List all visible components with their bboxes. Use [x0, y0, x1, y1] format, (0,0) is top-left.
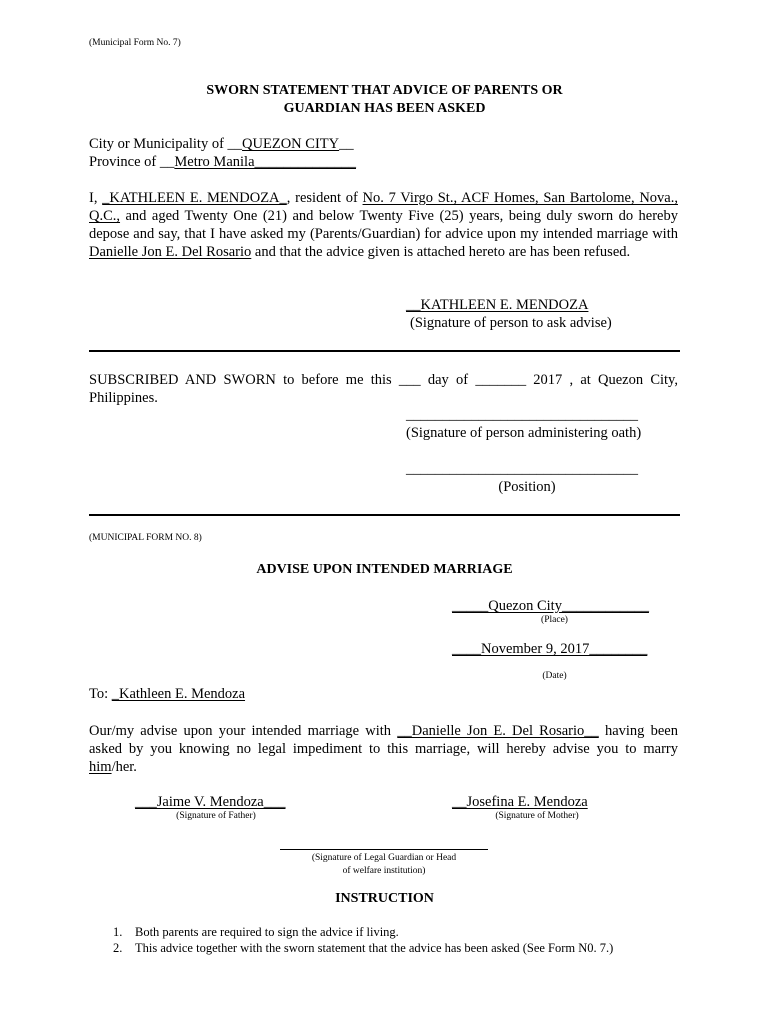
form7-title	[89, 82, 680, 118]
oath-statement: SUBSCRIBED AND SWORN to before me this ___ day of _______ 2017 , at Quezon City, Philippines.	[89, 372, 678, 406]
form-divider	[89, 514, 680, 516]
position-caption: (Position)	[498, 479, 556, 495]
date-caption: (Date)	[542, 671, 567, 681]
declarant-address: No. 7 Virgo St., ACF Homes, San Bartolome, Nova., Q.C.,	[89, 190, 678, 224]
province-value: Metro Manila	[174, 154, 255, 170]
province-label: Province of	[89, 154, 160, 170]
father-signature-caption: (Signature of Father)	[176, 811, 256, 821]
place-caption: (Place)	[541, 615, 568, 625]
admin-signature-caption: (Signature of person administering oath)	[406, 425, 642, 441]
guardian-signature-caption: (Signature of Legal Guardian or Head of welfare institution)	[311, 853, 457, 876]
province-field: Province of __Metro Manila______________	[89, 154, 357, 170]
addressee	[89, 685, 245, 703]
mother-signature: __Josefina E. Mendoza	[452, 794, 588, 810]
instruction-title: INSTRUCTION	[335, 891, 434, 906]
form7-title-line2: GUARDIAN HAS BEEN ASKED	[283, 101, 486, 116]
partner-name: Danielle Jon E. Del Rosario	[89, 244, 252, 260]
sworn-statement-body: I, _KATHLEEN E. MENDOZA_, resident of No. 7 Virgo St., ACF Homes, San Bartolome, Nova., Q.C., and aged Twenty One (21) and below Twenty Five (25) years, being duly sworn do hereby depose and say, that I have asked my (Parents/Guardian) for advice upon my intended marriage with Danielle Jon E. Del Rosario and that the advice given is attached hereto are has been refused.	[89, 190, 678, 260]
guardian-signature-line	[280, 849, 488, 850]
father-signature: ___Jaime V. Mendoza___	[135, 794, 286, 810]
date-value: ____November 9, 2017________	[452, 641, 648, 657]
form8-label: (MUNICIPAL FORM NO. 8)	[89, 533, 202, 543]
place-value: _____Quezon City____________	[452, 598, 649, 614]
section-divider	[89, 350, 680, 352]
declarant-signature: __KATHLEEN E. MENDOZA	[406, 297, 589, 313]
declarant-signature-caption: (Signature of person to ask advise)	[410, 315, 612, 331]
instruction-item: 2. This advice together with the sworn statement that the advice has been asked (See Form N0. 7.)	[113, 941, 614, 955]
advice-partner-name: __Danielle Jon E. Del Rosario__	[397, 723, 599, 739]
city-field: City or Municipality of __QUEZON CITY__	[89, 136, 354, 152]
instruction-item: 1. Both parents are required to sign the advice if living.	[113, 925, 399, 939]
to-value: _Kathleen E. Mendoza	[111, 686, 246, 702]
form7-label: (Municipal Form No. 7)	[89, 38, 181, 48]
city-label: City or Municipality of	[89, 136, 228, 152]
advice-body: Our/my advise upon your intended marriage with __Danielle Jon E. Del Rosario__ having been asked by you knowing no legal impediment to this marriage, will hereby advise you to marry him/her.	[89, 723, 678, 775]
city-value: QUEZON CITY	[242, 136, 340, 152]
form8-title: ADVISE UPON INTENDED MARRIAGE	[256, 562, 513, 577]
to-label: To:	[89, 686, 112, 702]
admin-signature-line: ________________________________	[406, 407, 638, 423]
position-line: ________________________________	[406, 461, 638, 477]
instruction-list	[113, 924, 613, 956]
mother-signature-caption: (Signature of Mother)	[495, 811, 579, 821]
declarant-name: _KATHLEEN E. MENDOZA_	[102, 190, 287, 206]
form7-title-line1: SWORN STATEMENT THAT ADVICE OF PARENTS OR	[206, 83, 563, 98]
